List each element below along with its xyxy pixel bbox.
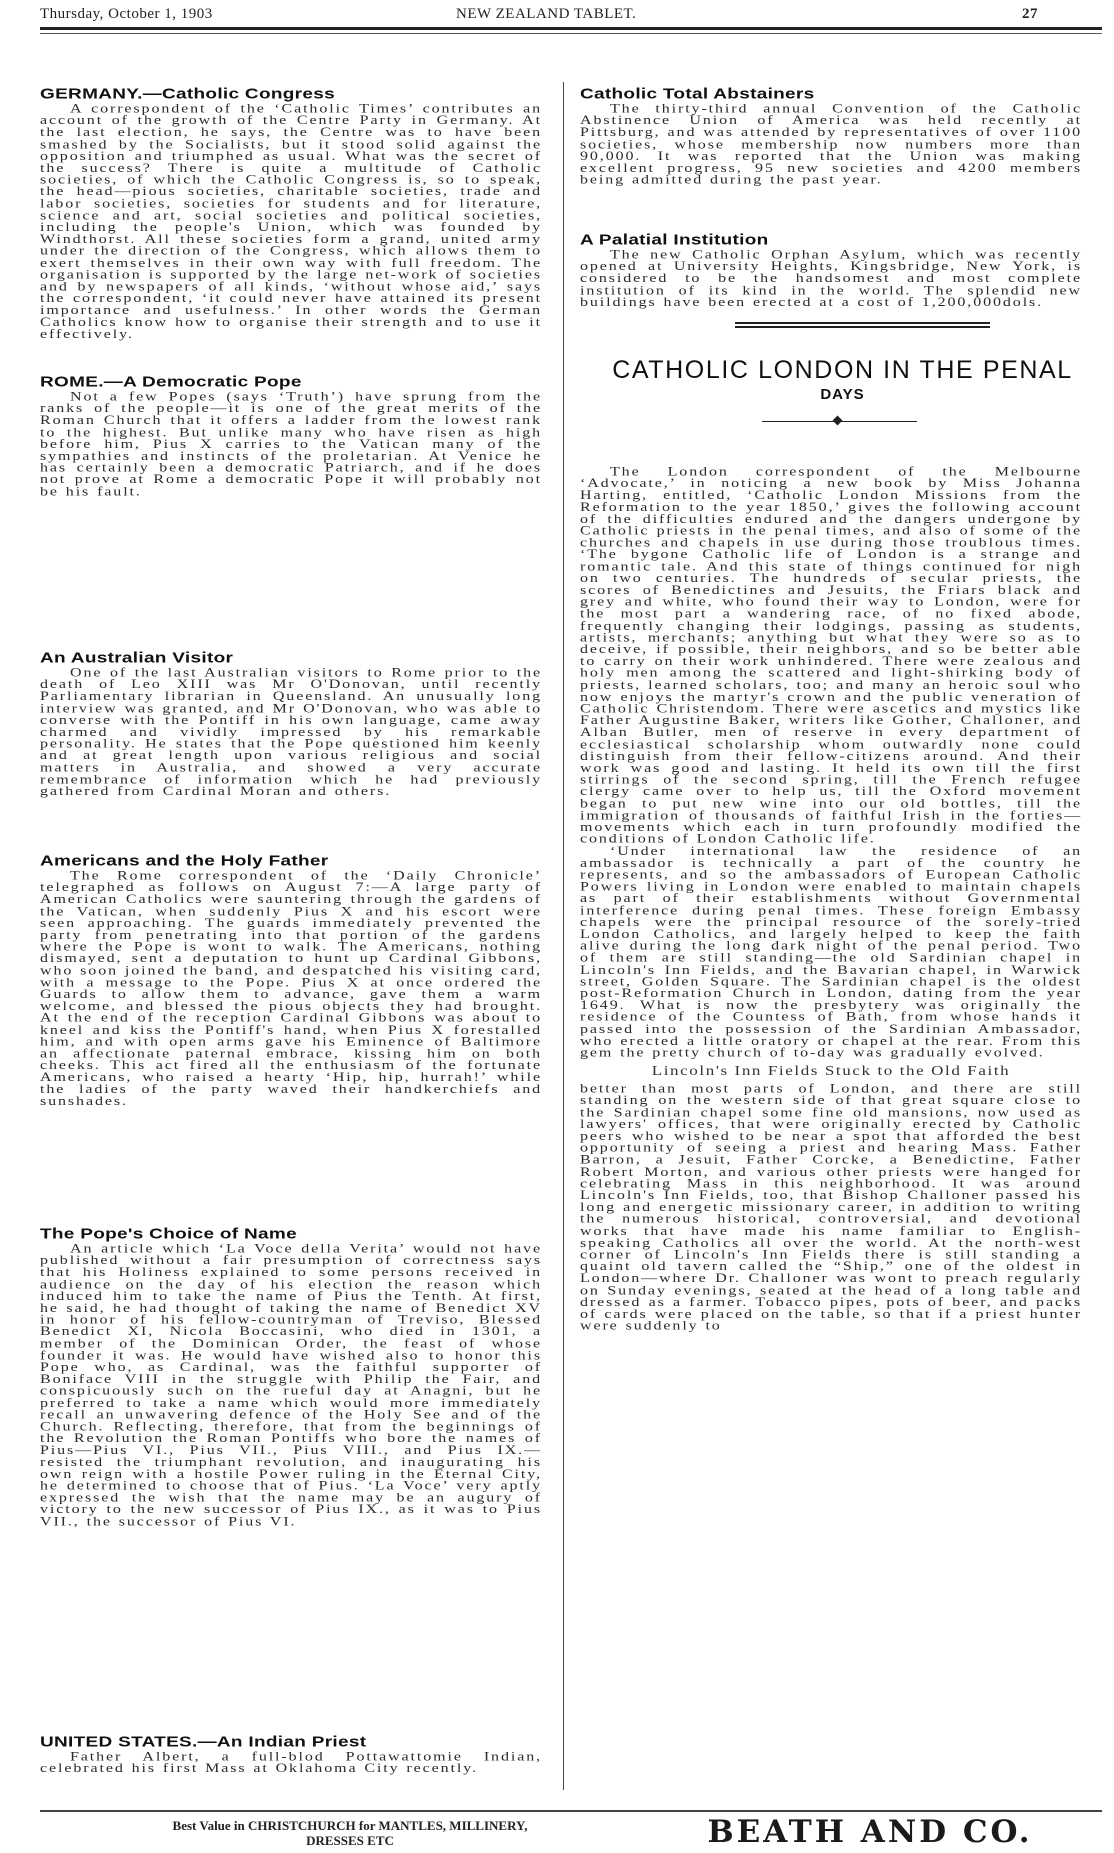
advert-line: DRESSES ETC	[306, 1833, 394, 1848]
footer-advert	[100, 1818, 600, 1848]
article-australian-visitor	[40, 650, 542, 798]
feature-paragraph: ‘Under international law the residence of an ambassador is technically a part of the country he represents, and so the ambassadors of European Catholic Powers living in London were enabled to maintain chapels as part of their establishments without Governmental interference during penal times. These foreign Embassy chapels were the principal resource of the sorely-tried London Catholics, and largely helped to keep the faith alive during the long dark night of the penal period. Two of them are still standing—the old Sardinian chapel in Lincoln's Inn Fields, and the Bavarian chapel, in Warwick street, Golden Square. The Sardinian chapel is the oldest post-Reformation Church in London, dating from the year 1649. What is now the presbytery was originally the residence of the Countess of Bath, from whose hands it passed into the possession of the Sardinian Ambassador, who erected a little oratory or chapel at the rear. From this gem the pretty church of to-day was gradually evolved.	[580, 844, 1082, 1060]
feature-body	[580, 466, 1082, 1332]
article-americans	[40, 853, 542, 1107]
article-paragraph: The new Catholic Orphan Asylum, which was recently opened at University Heights, Kingsbridge, New York, is considered to be the handsomest and most complete institution of its kind in the world. The splendid new buildings have been erected at a cost of 1,200,000dols.	[580, 248, 1082, 310]
feature-title: CATHOLIC LONDON IN THE PENAL	[612, 356, 1073, 384]
footer-rule	[40, 1810, 1102, 1812]
column-divider	[563, 82, 564, 1790]
article-total-abstainers	[580, 86, 1082, 186]
feature-paragraph: better than most parts of London, and there are still standing on the western side of that great square close to the Sardinian chapel some fine old mansions, now used as lawyers' offices, that were originally erected by Catholic peers who wished to be near a spot that afforded the best opportunity of seeing a priest and hearing Mass. Father Barron, a Jesuit, Father Corcke, a Benedictine, Father Robert Morton, and various other priests were hanged for celebrating Mass in this neighborhood. It was around Lincoln's Inn Fields, too, that Bishop Challoner passed his long and energetic missionary career, in addition to writing the numerous historical, controversial, and devotional works that have made his name familiar to English-speaking Catholics all over the world. At the north-west corner of Lincoln's Inn Fields there is still standing a quaint old tavern called the “Ship,” one of the oldest in London—where Dr. Challoner was wont to preach regularly on Sunday evenings, seated at the head of a long table and dressed as a farmer. Tobacco pipes, pots of beer, and packs of cards were placed on the table, so that if a priest hunter were suddenly to	[580, 1082, 1082, 1333]
article-heading: ROME.—A Democratic Pope	[40, 374, 302, 391]
feature-subheading: Lincoln's Inn Fields Stuck to the Old Faith	[651, 1063, 1011, 1079]
article-heading: Catholic Total Abstainers	[580, 86, 815, 103]
article-palatial-institution	[580, 232, 1082, 308]
advert-line: Best Value in CHRISTCHURCH for MANTLES, MILLINERY,	[172, 1818, 528, 1833]
article-paragraph: Not a few Popes (says ‘Truth’) have sprung from the ranks of the people—it is one of the great merits of the Roman Church that it offers a ladder from the lowest rank to the highest. But unlike many who have risen as high before him, Pius X carries to the Vatican many of the sympathies and instincts of the proletarian. At Venice he has certainly been a democratic Patriarch, and if he does not prove at Rome a democratic Pope it will probably not be his fault.	[40, 390, 542, 499]
article-heading: A Palatial Institution	[580, 232, 769, 249]
article-paragraph: One of the last Australian visitors to Rome prior to the death of Leo XIII was Mr O'Donovan, until recently Parliamentary librarian in Queensland. An unusually long interview was granted, and Mr O'Donovan, who was able to converse with the Pontiff in his own language, came away charmed and vividly impressed by his remarkable personality. He states that the Pope questioned him keenly and at great length upon various religious and social matters in Australia, and showed a very accurate remembrance of information which he had previously gathered from Cardinal Moran and others.	[40, 666, 542, 799]
masthead-rule	[40, 27, 1102, 30]
article-paragraph: The thirty-third annual Convention of the Catholic Abstinence Union of America was held recently at Pittsburg, and was attended by representatives of over 1100 societies, whose membership now numbers more than 90,000. It was reported that the Union was making excellent progress, 95 new societies and 4200 members being admitted during the past year.	[580, 102, 1082, 187]
article-heading: UNITED STATES.—An Indian Priest	[40, 1734, 367, 1751]
advert-brand: BEATH AND CO.	[707, 1814, 1033, 1850]
article-germany	[40, 86, 542, 340]
article-paragraph: Father Albert, a full-blod Pottawattomie Indian, celebrated his first Mass at Oklahoma City recently.	[40, 1750, 542, 1776]
feature-title-line2: DAYS	[820, 386, 865, 403]
article-paragraph: The Rome correspondent of the ‘Daily Chronicle’ telegraphed as follows on August 7:—A large party of American Catholics were sauntering through the gardens of the Vatican, when suddenly Pius X and his escort were seen approaching. The guards immediately prevented the party from penetrating into that portion of the gardens where the Pope is wont to walk. The Americans, nothing dismayed, sent a deputation to hunt up Cardinal Gibbons, who soon joined the band, and despatched his visiting card, with a message to the Pope. Pius X at once ordered the Guards to allow them to advance, gave them a warm welcome, and blessed the pious objects they had brought. At the end of the reception Cardinal Gibbons was about to kneel and kiss the Pontiff's hand, when Pius X forestalled him, and with open arms gave his Eminence of Baltimore an affectionate paternal embrace, kissing him on both cheeks. This act fired all the enthusiasm of the fortunate Americans, who raised a hearty ‘Hip, hip, hurrah!’ while the ladies of the party waved their handkerchiefs and sunshades.	[40, 869, 542, 1108]
publication-title: NEW ZEALAND TABLET.	[456, 6, 637, 22]
article-heading: An Australian Visitor	[40, 650, 234, 667]
feature-paragraph: The London correspondent of the Melbourne ‘Advocate,’ in noticing a new book by Miss Johanna Harting, entitled, ‘Catholic London Missions from the Reformation to the year 1850,’ gives the following account of the difficulties endured and the dangers undergone by Catholic priests in the penal times, and also of some of the churches and chapels in use during those troublous times. ‘The bygone Catholic life of London is a strange and romantic tale. And this state of things continued for nigh on two centuries. The hundreds of secular priests, the scores of Benedictines and Jesuits, the Friars black and grey and white, who found their way to London, were for the most part a wandering race, of no fixed abode, frequently changing their lodgings, passing as students, artists, merchants; anything but what they were so as to deceive, if possible, their neighbors, and so be better able to carry on their work unhindered. There were zealous and holy men among the scattered and light-shirking body of priests, learned scholars, too; and many an heroic soul who now enjoys the martyr's crown and the public veneration of Catholic Christendom. There were ascetics and mystics like Father Augustine Baker, writers like Gother, Challoner, and Alban Butler, men of reserve in every department of ecclesiastical scholarship whom outwardly none could distinguish from their fellow-citizens around. And their work was good and lasting. It held its own till the first stirrings of the second spring, till the French refugee clergy came over to help us, till the Oxford movement began to put new wine into our old bottles, till the immigration of thousands of faithful Irish in the forties—movements which each in turn profoundly modified the conditions of London Catholic life.	[580, 465, 1082, 847]
article-paragraph: A correspondent of the ‘Catholic Times’ contributes an account of the growth of the Centre Party in Germany. At the last election, he says, the Centre was to have been smashed by the Socialists, but it stood solid against the opposition and triumphed as usual. What was the secret of the success? There is quite a multitude of Catholic societies, of which the Catholic Congress is, so to speak, the head—pious societies, charitable societies, trade and labor societies, societies for students and for literature, science and art, social societies and political societies, including the people's Union, which was founded by Windthorst. All these societies form a grand, united army under the direction of the Congress, which allows them to exert themselves in their own way with full freedom. The organisation is supported by the large net-work of societies and by newspapers of all kinds, ‘without whose aid,’ says the correspondent, ‘it could never have attained its present importance and usefulness.’ In other words the German Catholics know how to organise their strength and to use it effectively.	[40, 102, 542, 341]
article-paragraph: An article which ‘La Voce della Verita’ would not have published without a fair presumption of correctness says that his Holiness explained to some persons received in audience on the day of his election the reason which induced him to take the name of Pius the Tenth. At first, he said, he had thought of taking the name of Benedict XV in honor of his fellow-countryman of Treviso, Blessed Benedict XI, Nicola Boccasini, who died in 1301, a member of the Dominican Order, the feast of whose founder it was. He would have wished also to honor this Pope who, as Cardinal, was the faithful supporter of Boniface VIII in the struggle with Philip the Fair, and conspicuously such on the rueful day at Anagni, but he preferred to take a name which would more immediately recall an unwavering defence of the Holy See and of the Church. Reflecting, therefore, that from the beginnings of the Revolution the Roman Pontiffs who bore the names of Pius—Pius VI., Pius VII., Pius VIII., and Pius IX.—resisted the triumphant revolution, and inaugurating his own reign with a hostile Power ruling in the Eternal City, he determined to choose that of Pius. ‘La Voce’ very aptly expressed the wish that the name may be an augury of victory to the new successor of Pius IX., as it was to Pius VII., the successor of Pius VI.	[40, 1242, 542, 1529]
section-double-rule	[735, 322, 990, 328]
article-rome	[40, 374, 542, 498]
diamond-ornament-icon	[833, 416, 843, 426]
article-heading: GERMANY.—Catholic Congress	[40, 86, 335, 103]
article-popes-choice	[40, 1226, 542, 1528]
article-united-states	[40, 1734, 542, 1775]
page-number: 27	[1022, 6, 1038, 22]
issue-date: Thursday, October 1, 1903	[40, 6, 213, 22]
article-heading: The Pope's Choice of Name	[40, 1226, 297, 1243]
masthead-rule-thin	[40, 33, 1102, 34]
ornament-rule	[762, 421, 917, 422]
article-heading: Americans and the Holy Father	[40, 853, 329, 870]
